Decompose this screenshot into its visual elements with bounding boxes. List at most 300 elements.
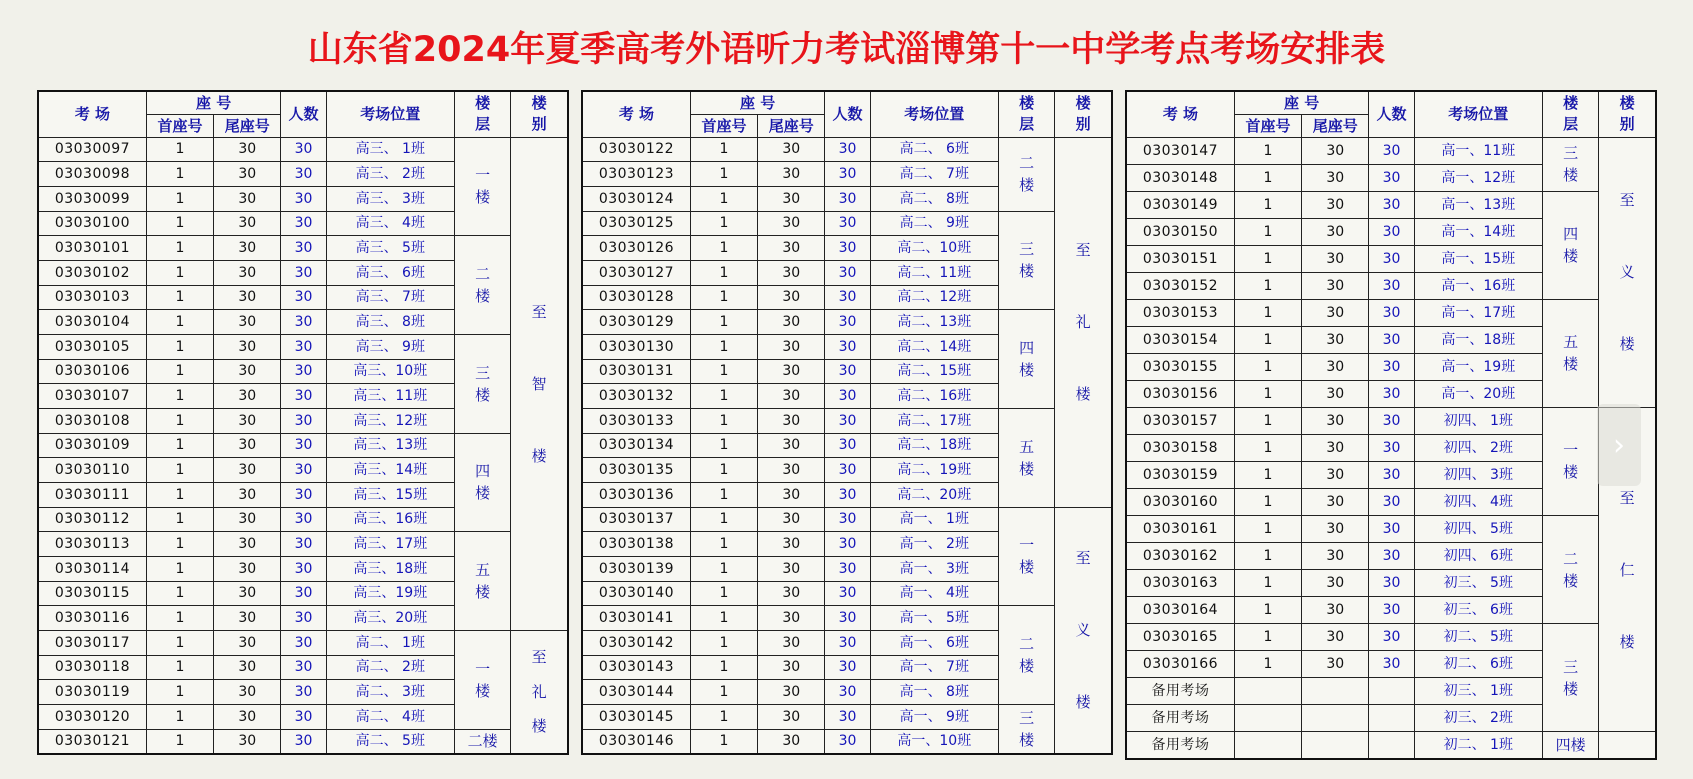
room-number: 03030098 [38, 162, 146, 187]
building-label [1599, 732, 1656, 759]
page-title: 山东省2024年夏季高考外语听力考试淄博第十一中学考点考场安排表 [307, 30, 1386, 70]
room-number: 03030149 [1126, 191, 1234, 218]
room-location: 高三、 2班 [326, 162, 454, 187]
people-count: 30 [825, 162, 870, 187]
people-count: 30 [281, 458, 326, 483]
first-seat: 1 [146, 236, 213, 261]
last-seat: 30 [758, 186, 825, 211]
last-seat: 30 [214, 630, 281, 655]
room-location: 高二、17班 [870, 408, 998, 433]
first-seat: 1 [690, 729, 757, 754]
table-row [38, 236, 568, 261]
table-row [38, 137, 568, 162]
room-number: 03030099 [38, 186, 146, 211]
last-seat [1302, 732, 1369, 759]
first-seat: 1 [1234, 570, 1301, 597]
table-row [1126, 624, 1656, 651]
header-building: 楼别 [1055, 91, 1112, 137]
room-number: 03030124 [582, 186, 690, 211]
first-seat: 1 [146, 704, 213, 729]
last-seat: 30 [214, 186, 281, 211]
first-seat: 1 [146, 680, 213, 705]
first-seat: 1 [146, 384, 213, 409]
last-seat: 30 [214, 581, 281, 606]
room-number: 03030120 [38, 704, 146, 729]
first-seat: 1 [146, 260, 213, 285]
room-location: 高三、19班 [326, 581, 454, 606]
people-count: 30 [825, 482, 870, 507]
floor-label: 三楼 [999, 704, 1055, 753]
people-count: 30 [1369, 353, 1414, 380]
room-number: 03030165 [1126, 624, 1234, 651]
last-seat: 30 [1302, 191, 1369, 218]
room-number: 03030118 [38, 655, 146, 680]
last-seat: 30 [214, 655, 281, 680]
first-seat: 1 [690, 162, 757, 187]
room-number: 03030136 [582, 482, 690, 507]
first-seat: 1 [1234, 515, 1301, 542]
room-number: 03030117 [38, 630, 146, 655]
room-location: 高二、14班 [870, 334, 998, 359]
table-row [582, 211, 1112, 236]
people-count: 30 [281, 137, 326, 162]
room-location: 初四、 6班 [1414, 542, 1542, 569]
people-count: 30 [825, 630, 870, 655]
last-seat: 30 [214, 384, 281, 409]
room-location: 高二、 3班 [326, 680, 454, 705]
room-location: 高三、11班 [326, 384, 454, 409]
room-location: 高二、15班 [870, 359, 998, 384]
room-number: 03030166 [1126, 651, 1234, 678]
room-location: 初四、 3班 [1414, 461, 1542, 488]
table-row [582, 507, 1112, 532]
last-seat: 30 [1302, 299, 1369, 326]
room-location: 高一、18班 [1414, 326, 1542, 353]
building-label: 至礼楼 [1055, 137, 1112, 507]
people-count: 30 [1369, 137, 1414, 164]
room-location: 高二、10班 [870, 236, 998, 261]
last-seat: 30 [1302, 461, 1369, 488]
next-slide-button[interactable] [1597, 404, 1641, 486]
room-location: 高一、10班 [870, 729, 998, 754]
header-last-seat: 尾座号 [1302, 114, 1369, 137]
first-seat: 1 [146, 162, 213, 187]
room-number: 03030129 [582, 310, 690, 335]
table-row [38, 433, 568, 458]
room-number: 03030135 [582, 458, 690, 483]
table-row [1126, 137, 1656, 164]
last-seat: 30 [214, 359, 281, 384]
people-count: 30 [825, 285, 870, 310]
room-number: 03030097 [38, 137, 146, 162]
room-number: 03030156 [1126, 380, 1234, 407]
people-count: 30 [281, 162, 326, 187]
last-seat: 30 [758, 310, 825, 335]
people-count: 30 [1369, 434, 1414, 461]
last-seat: 30 [1302, 218, 1369, 245]
room-location: 初二、 6班 [1414, 651, 1542, 678]
header-first-seat: 首座号 [146, 114, 213, 137]
floor-label: 四楼 [1543, 191, 1599, 299]
room-number: 03030151 [1126, 245, 1234, 272]
people-count: 30 [281, 704, 326, 729]
room-location: 高一、11班 [1414, 137, 1542, 164]
first-seat: 1 [690, 680, 757, 705]
floor-label: 二楼 [1543, 515, 1599, 623]
table-row [1126, 407, 1656, 434]
room-location: 初三、 6班 [1414, 597, 1542, 624]
room-location: 高三、10班 [326, 359, 454, 384]
room-location: 初二、 5班 [1414, 624, 1542, 651]
people-count: 30 [825, 680, 870, 705]
first-seat: 1 [146, 655, 213, 680]
first-seat: 1 [690, 581, 757, 606]
people-count: 30 [1369, 597, 1414, 624]
people-count: 30 [1369, 326, 1414, 353]
first-seat [1234, 732, 1301, 759]
first-seat: 1 [146, 606, 213, 631]
room-location: 高一、 5班 [870, 606, 998, 631]
people-count: 30 [825, 581, 870, 606]
room-location: 高三、 1班 [326, 137, 454, 162]
people-count: 30 [1369, 461, 1414, 488]
last-seat: 30 [1302, 272, 1369, 299]
room-number: 03030164 [1126, 597, 1234, 624]
table-row [38, 532, 568, 557]
room-number: 03030148 [1126, 164, 1234, 191]
room-number: 03030146 [582, 729, 690, 754]
people-count: 30 [825, 384, 870, 409]
room-number: 备用考场 [1126, 705, 1234, 732]
table-row [38, 334, 568, 359]
room-number: 03030105 [38, 334, 146, 359]
room-location: 高二、18班 [870, 433, 998, 458]
people-count: 30 [1369, 488, 1414, 515]
first-seat: 1 [690, 408, 757, 433]
table-row [582, 606, 1112, 631]
chevron-right-icon: › [1613, 427, 1625, 463]
room-location: 高二、 1班 [326, 630, 454, 655]
room-number: 03030108 [38, 408, 146, 433]
last-seat: 30 [214, 236, 281, 261]
first-seat: 1 [1234, 299, 1301, 326]
room-number: 03030101 [38, 236, 146, 261]
people-count: 30 [1369, 218, 1414, 245]
room-location: 高一、 7班 [870, 655, 998, 680]
people-count: 30 [281, 285, 326, 310]
room-location: 初四、 1班 [1414, 407, 1542, 434]
first-seat: 1 [1234, 407, 1301, 434]
last-seat: 30 [1302, 326, 1369, 353]
last-seat: 30 [758, 507, 825, 532]
last-seat: 30 [758, 162, 825, 187]
table-row [582, 137, 1112, 162]
last-seat: 30 [758, 359, 825, 384]
room-number: 03030110 [38, 458, 146, 483]
last-seat: 30 [758, 729, 825, 754]
room-number: 03030147 [1126, 137, 1234, 164]
room-location: 高三、 5班 [326, 236, 454, 261]
header-first-seat: 首座号 [690, 114, 757, 137]
floor-label: 一楼 [455, 137, 511, 236]
first-seat: 1 [1234, 542, 1301, 569]
table-row [1126, 732, 1656, 759]
people-count: 30 [281, 433, 326, 458]
last-seat: 30 [214, 137, 281, 162]
room-number: 03030116 [38, 606, 146, 631]
last-seat: 30 [758, 581, 825, 606]
header-seat: 座 号 [1234, 91, 1369, 114]
people-count: 30 [825, 408, 870, 433]
first-seat: 1 [1234, 380, 1301, 407]
people-count: 30 [1369, 542, 1414, 569]
header-row [582, 91, 1112, 114]
last-seat: 30 [1302, 542, 1369, 569]
room-location: 初二、 1班 [1414, 732, 1542, 759]
room-location: 高三、 7班 [326, 285, 454, 310]
first-seat: 1 [146, 532, 213, 557]
people-count: 30 [281, 581, 326, 606]
people-count: 30 [281, 556, 326, 581]
last-seat: 30 [214, 556, 281, 581]
people-count: 30 [281, 606, 326, 631]
room-location: 高一、17班 [1414, 299, 1542, 326]
people-count: 30 [825, 433, 870, 458]
last-seat: 30 [1302, 434, 1369, 461]
people-count: 30 [281, 680, 326, 705]
last-seat: 30 [1302, 380, 1369, 407]
room-location: 初四、 2班 [1414, 434, 1542, 461]
last-seat: 30 [214, 704, 281, 729]
first-seat: 1 [1234, 434, 1301, 461]
first-seat: 1 [146, 729, 213, 754]
room-location: 高二、16班 [870, 384, 998, 409]
room-location: 高二、 7班 [870, 162, 998, 187]
room-location: 初四、 5班 [1414, 515, 1542, 542]
last-seat: 30 [758, 433, 825, 458]
floor-label: 三楼 [455, 334, 511, 433]
first-seat: 1 [1234, 326, 1301, 353]
first-seat: 1 [1234, 164, 1301, 191]
header-location: 考场位置 [870, 91, 998, 137]
first-seat: 1 [690, 482, 757, 507]
room-number: 03030114 [38, 556, 146, 581]
last-seat: 30 [758, 211, 825, 236]
room-number: 03030160 [1126, 488, 1234, 515]
room-location: 高二、 5班 [326, 729, 454, 754]
room-number: 03030130 [582, 334, 690, 359]
people-count: 30 [825, 334, 870, 359]
floor-label: 二楼 [455, 729, 511, 754]
room-location: 高三、12班 [326, 408, 454, 433]
room-number: 03030126 [582, 236, 690, 261]
room-number: 03030131 [582, 359, 690, 384]
floor-label: 二楼 [455, 236, 511, 335]
room-location: 高三、 9班 [326, 334, 454, 359]
first-seat: 1 [146, 310, 213, 335]
room-location: 高二、 6班 [870, 137, 998, 162]
first-seat: 1 [690, 236, 757, 261]
room-location: 高一、 9班 [870, 704, 998, 729]
last-seat: 30 [214, 433, 281, 458]
last-seat: 30 [758, 532, 825, 557]
room-number: 03030158 [1126, 434, 1234, 461]
last-seat: 30 [1302, 624, 1369, 651]
people-count: 30 [1369, 191, 1414, 218]
people-count: 30 [1369, 299, 1414, 326]
schedule-table-1 [37, 90, 569, 755]
floor-label: 一楼 [999, 507, 1055, 606]
room-location: 高二、 9班 [870, 211, 998, 236]
people-count: 30 [825, 704, 870, 729]
room-number: 03030162 [1126, 542, 1234, 569]
room-number: 03030159 [1126, 461, 1234, 488]
last-seat: 30 [1302, 515, 1369, 542]
people-count: 30 [825, 186, 870, 211]
people-count: 30 [281, 532, 326, 557]
people-count: 30 [825, 310, 870, 335]
room-location: 初三、 2班 [1414, 705, 1542, 732]
people-count: 30 [825, 137, 870, 162]
first-seat: 1 [146, 137, 213, 162]
first-seat: 1 [690, 211, 757, 236]
people-count [1369, 732, 1414, 759]
room-number: 03030155 [1126, 353, 1234, 380]
last-seat: 30 [1302, 353, 1369, 380]
people-count: 30 [281, 310, 326, 335]
last-seat: 30 [214, 162, 281, 187]
header-location: 考场位置 [326, 91, 454, 137]
first-seat: 1 [146, 186, 213, 211]
room-number: 03030112 [38, 507, 146, 532]
room-number: 03030139 [582, 556, 690, 581]
room-location: 高一、 2班 [870, 532, 998, 557]
room-number: 03030138 [582, 532, 690, 557]
people-count: 30 [1369, 272, 1414, 299]
first-seat: 1 [1234, 597, 1301, 624]
room-location: 高二、19班 [870, 458, 998, 483]
first-seat: 1 [690, 137, 757, 162]
room-number: 03030154 [1126, 326, 1234, 353]
room-number: 03030113 [38, 532, 146, 557]
people-count: 30 [281, 260, 326, 285]
last-seat: 30 [214, 729, 281, 754]
first-seat: 1 [690, 433, 757, 458]
first-seat: 1 [146, 334, 213, 359]
first-seat: 1 [690, 458, 757, 483]
room-location: 高三、15班 [326, 482, 454, 507]
room-location: 高二、12班 [870, 285, 998, 310]
room-number: 03030134 [582, 433, 690, 458]
header-people: 人数 [281, 91, 326, 137]
first-seat: 1 [690, 532, 757, 557]
room-number: 03030107 [38, 384, 146, 409]
room-location: 高二、 4班 [326, 704, 454, 729]
room-number: 03030104 [38, 310, 146, 335]
room-number: 03030157 [1126, 407, 1234, 434]
room-number: 03030132 [582, 384, 690, 409]
header-building: 楼别 [511, 91, 568, 137]
room-number: 03030144 [582, 680, 690, 705]
header-floor: 楼层 [1543, 91, 1599, 137]
room-location: 高三、20班 [326, 606, 454, 631]
room-location: 高一、 1班 [870, 507, 998, 532]
last-seat [1302, 705, 1369, 732]
room-location: 高三、 8班 [326, 310, 454, 335]
table-row [1126, 191, 1656, 218]
people-count: 30 [1369, 624, 1414, 651]
floor-label: 三楼 [1543, 137, 1599, 191]
last-seat: 30 [758, 630, 825, 655]
floor-label: 五楼 [999, 408, 1055, 507]
last-seat: 30 [1302, 164, 1369, 191]
room-number: 03030103 [38, 285, 146, 310]
room-number: 03030142 [582, 630, 690, 655]
last-seat: 30 [1302, 137, 1369, 164]
last-seat: 30 [1302, 597, 1369, 624]
people-count: 30 [281, 186, 326, 211]
last-seat: 30 [758, 556, 825, 581]
last-seat: 30 [1302, 488, 1369, 515]
first-seat: 1 [690, 260, 757, 285]
room-number: 03030143 [582, 655, 690, 680]
first-seat: 1 [1234, 624, 1301, 651]
header-location: 考场位置 [1414, 91, 1542, 137]
first-seat: 1 [1234, 191, 1301, 218]
room-number: 03030121 [38, 729, 146, 754]
last-seat: 30 [1302, 651, 1369, 678]
people-count [1369, 705, 1414, 732]
last-seat: 30 [214, 532, 281, 557]
schedule-table-3 [1125, 90, 1657, 760]
last-seat: 30 [214, 260, 281, 285]
table-row [38, 729, 568, 754]
room-location: 高三、18班 [326, 556, 454, 581]
first-seat: 1 [690, 606, 757, 631]
first-seat: 1 [146, 433, 213, 458]
header-row [38, 91, 568, 114]
room-location: 高一、19班 [1414, 353, 1542, 380]
room-number: 03030133 [582, 408, 690, 433]
first-seat: 1 [1234, 272, 1301, 299]
header-floor: 楼层 [455, 91, 511, 137]
header-row [1126, 91, 1656, 114]
people-count [1369, 678, 1414, 705]
first-seat: 1 [690, 310, 757, 335]
first-seat: 1 [1234, 218, 1301, 245]
people-count: 30 [281, 384, 326, 409]
room-number: 03030125 [582, 211, 690, 236]
people-count: 30 [825, 260, 870, 285]
header-people: 人数 [1369, 91, 1414, 137]
last-seat: 30 [758, 408, 825, 433]
people-count: 30 [281, 482, 326, 507]
floor-label: 四楼 [999, 310, 1055, 409]
last-seat [1302, 678, 1369, 705]
first-seat: 1 [690, 186, 757, 211]
building-label: 至智楼 [511, 137, 568, 630]
room-location: 高一、 6班 [870, 630, 998, 655]
header-room: 考 场 [38, 91, 146, 137]
people-count: 30 [1369, 515, 1414, 542]
table-row [38, 630, 568, 655]
floor-label: 三楼 [1543, 624, 1599, 732]
last-seat: 30 [214, 507, 281, 532]
floor-label: 五楼 [455, 532, 511, 631]
floor-label: 一楼 [455, 630, 511, 729]
room-number: 03030111 [38, 482, 146, 507]
building-label: 至义楼 [1055, 507, 1112, 754]
